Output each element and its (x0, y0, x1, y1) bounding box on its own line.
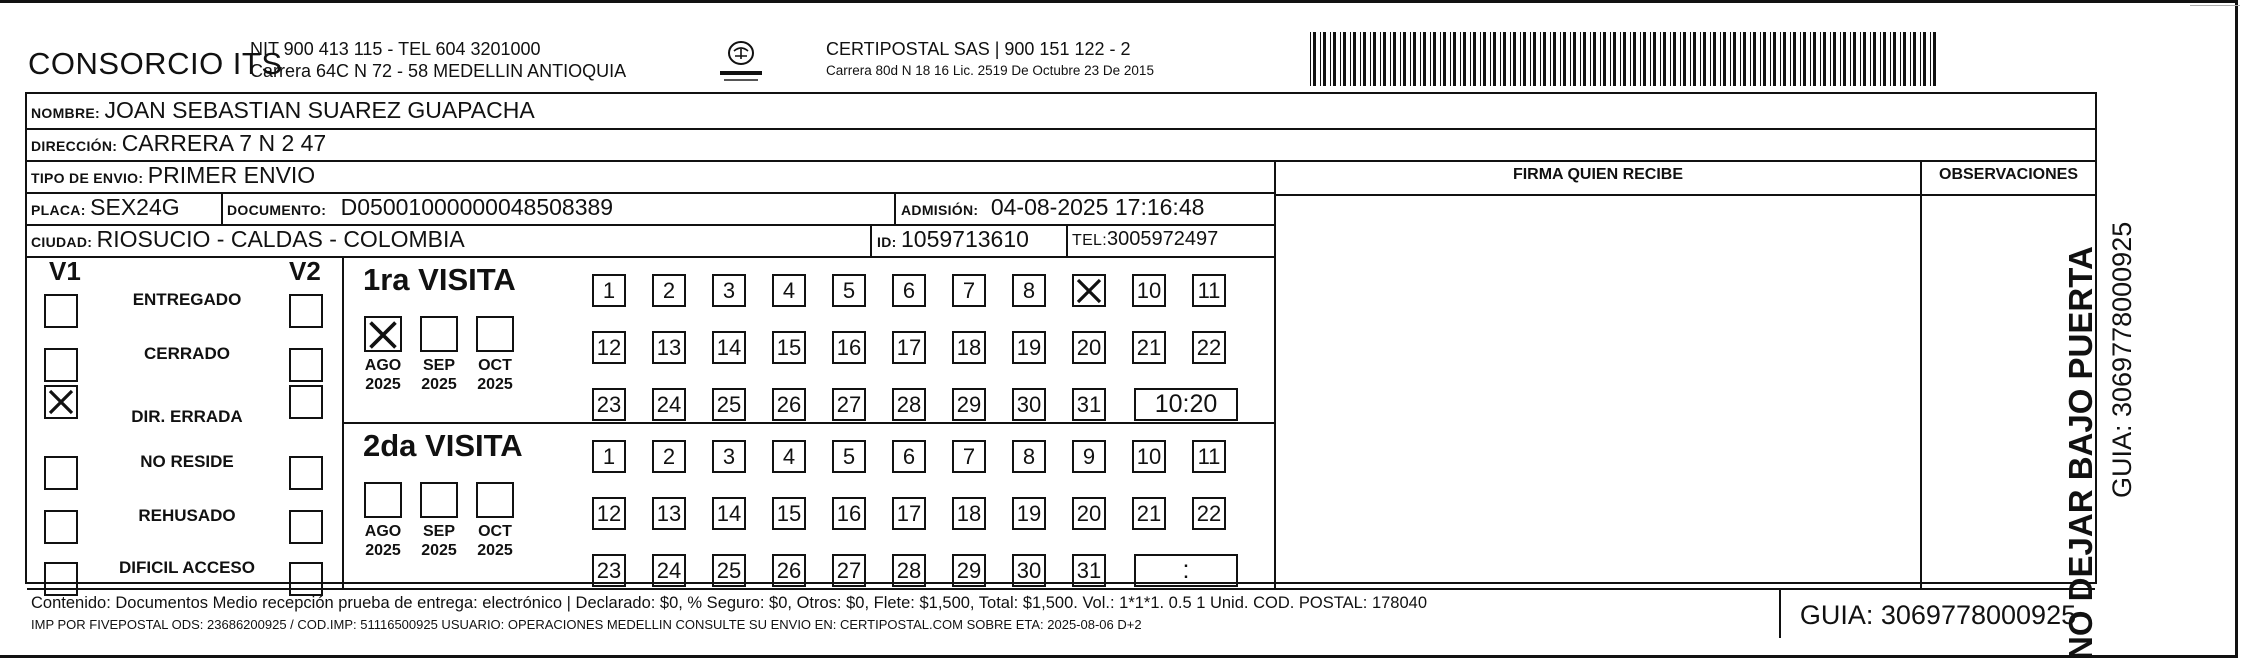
tel-value: 3005972497 (1107, 228, 1219, 250)
barcode-bar (1793, 32, 1796, 86)
barcode-bar (1730, 32, 1731, 86)
day-box[interactable]: 30 (1012, 554, 1046, 587)
barcode-bar (1543, 32, 1546, 86)
barcode-bar (1443, 32, 1446, 86)
day-box[interactable]: 23 (592, 554, 626, 587)
month-checkbox[interactable] (476, 482, 514, 518)
barcode-bar (1610, 32, 1611, 86)
day-box[interactable]: 9 (1072, 440, 1106, 473)
barcode-bar (1590, 32, 1591, 86)
visit-divider (342, 422, 1274, 424)
barcode-bar (1353, 32, 1356, 86)
barcode-bar (1510, 32, 1511, 86)
day-box[interactable]: 18 (952, 497, 986, 530)
barcode-bar (1723, 32, 1726, 86)
barcode-bar (1853, 32, 1856, 86)
company-nit: NIT 900 413 115 - TEL 604 3201000 (250, 39, 541, 59)
day-box[interactable]: 1 (592, 440, 626, 473)
barcode-bar (1340, 32, 1341, 86)
status-reason-label: CERRADO (144, 344, 230, 363)
barcode-bar (1573, 32, 1576, 86)
day-box[interactable]: 19 (1012, 497, 1046, 530)
day-box[interactable]: 25 (712, 554, 746, 587)
month-name: SEP (422, 357, 455, 374)
barcode (1310, 32, 1940, 86)
barcode-bar (1583, 32, 1586, 86)
barcode-bar (1883, 32, 1886, 86)
company-address: Carrera 64C N 72 - 58 MEDELLIN ANTIOQUIA (250, 61, 627, 81)
month-year: 2025 (477, 542, 513, 559)
day-box[interactable]: 13 (652, 331, 686, 364)
barcode-bar (1493, 32, 1496, 86)
barcode-bar (1873, 32, 1876, 86)
barcode-bar (1520, 32, 1521, 86)
barcode-bar (1743, 32, 1746, 86)
barcode-bar (1810, 32, 1811, 86)
barcode-bar (1513, 32, 1516, 86)
v2-header: V2 (289, 256, 321, 286)
barcode-bar (1470, 32, 1471, 86)
barcode-bar (1843, 32, 1846, 86)
checkmark-x-icon (46, 387, 76, 417)
col-divider (1274, 160, 1276, 588)
month-name: OCT (478, 357, 512, 374)
barcode-bar (1800, 32, 1801, 86)
barcode-bar (1733, 32, 1736, 86)
ciudad-cell (31, 226, 465, 253)
month-name: AGO (364, 523, 402, 540)
barcode-bar (1550, 32, 1551, 86)
v1-checkbox[interactable] (44, 348, 78, 382)
v2-checkbox[interactable] (289, 385, 323, 419)
tipo-row (31, 162, 315, 189)
visit-time-field[interactable]: 10:20 (1134, 388, 1238, 421)
barcode-bar (1463, 32, 1466, 86)
day-box[interactable]: 21 (1132, 497, 1166, 530)
ciudad-label: CIUDAD: (31, 234, 93, 250)
day-box[interactable]: 24 (652, 388, 686, 421)
nombre-label: NOMBRE: (31, 105, 100, 121)
barcode-bar (1930, 32, 1931, 86)
day-box[interactable]: 24 (652, 554, 686, 587)
barcode-bar (1900, 32, 1901, 86)
status-reason-label: DIFICIL ACCESO (118, 558, 255, 577)
day-box[interactable]: 14 (712, 331, 746, 364)
barcode-bar (1880, 32, 1881, 86)
barcode-bar (1390, 32, 1391, 86)
documento-cell (227, 194, 613, 221)
day-box[interactable]: 30 (1012, 388, 1046, 421)
month-checkbox[interactable] (420, 316, 458, 352)
shipment-table (25, 92, 2097, 632)
barcode-bar (1703, 32, 1706, 86)
day-box[interactable]: 20 (1072, 331, 1106, 364)
v1-checkbox[interactable] (44, 294, 78, 328)
col-divider (894, 192, 896, 224)
barcode-bar (1570, 32, 1571, 86)
row-divider (27, 160, 2095, 162)
placa-value: SEX24G (90, 194, 180, 220)
barcode-bar (1833, 32, 1836, 86)
barcode-bar (1600, 32, 1601, 86)
day-box[interactable]: 16 (832, 497, 866, 530)
barcode-bar (1310, 32, 1311, 86)
day-box[interactable]: 28 (892, 388, 926, 421)
barcode-bar (1660, 32, 1661, 86)
footer-content: Contenido: Documentos Medio recepción prueba de entrega: electrónico | Declarado: $0, % Seguro: $0, Otros: $0, Flete: $1,500, Total: $1,500. Vol.: 1*1*1. 0.5 1 Unid. COD. POSTAL: 178040 (31, 594, 1428, 612)
month-label (411, 356, 467, 394)
side-guia: GUIA: 3069778000925 (2107, 221, 2137, 498)
barcode-bar (1640, 32, 1641, 86)
v1-checkbox[interactable] (44, 510, 78, 544)
day-box[interactable]: 3 (712, 274, 746, 307)
day-box[interactable]: 15 (772, 331, 806, 364)
certipostal-logo-icon (712, 35, 770, 91)
barcode-bar (1330, 32, 1331, 86)
company-name: CONSORCIO ITS (28, 46, 283, 81)
v1-checkbox[interactable] (44, 562, 78, 596)
barcode-bar (1403, 32, 1406, 86)
placa-cell (31, 194, 180, 221)
barcode-bar (1653, 32, 1656, 86)
day-box[interactable]: 11 (1192, 274, 1226, 307)
barcode-bar (1333, 32, 1336, 86)
v2-checkbox[interactable] (289, 510, 323, 544)
barcode-bar (1313, 32, 1316, 86)
barcode-bar (1420, 32, 1421, 86)
day-box[interactable]: 11 (1192, 440, 1226, 473)
barcode-bar (1393, 32, 1396, 86)
nombre-row (31, 97, 535, 124)
barcode-bar (1690, 32, 1691, 86)
tipo-label: TIPO DE ENVIO: (31, 170, 144, 186)
barcode-bar (1813, 32, 1816, 86)
barcode-bar (1920, 32, 1921, 86)
barcode-bar (1383, 32, 1386, 86)
barcode-bar (1413, 32, 1416, 86)
day-box[interactable] (1072, 274, 1106, 307)
barcode-bar (1740, 32, 1741, 86)
month-year: 2025 (421, 542, 457, 559)
day-box[interactable]: 31 (1072, 388, 1106, 421)
v2-checkbox[interactable] (289, 348, 323, 382)
v1-header: V1 (49, 256, 81, 286)
day-box[interactable]: 26 (772, 554, 806, 587)
barcode-bar (1710, 32, 1711, 86)
admision-label: ADMISIÓN: (901, 202, 979, 218)
barcode-bar (1410, 32, 1411, 86)
day-box[interactable]: 7 (952, 274, 986, 307)
visit-title: 1ra VISITA (363, 262, 516, 297)
day-box[interactable]: 20 (1072, 497, 1106, 530)
barcode-bar (1840, 32, 1841, 86)
day-box[interactable]: 6 (892, 440, 926, 473)
barcode-bar (1683, 32, 1686, 86)
barcode-bar (1450, 32, 1451, 86)
day-box[interactable]: 7 (952, 440, 986, 473)
day-box[interactable]: 22 (1192, 497, 1226, 530)
nombre-value: JOAN SEBASTIAN SUAREZ GUAPACHA (104, 97, 535, 123)
day-box[interactable]: 31 (1072, 554, 1106, 587)
placa-label: PLACA: (31, 202, 86, 218)
barcode-bar (1370, 32, 1371, 86)
day-box[interactable]: 2 (652, 274, 686, 307)
observaciones-header: OBSERVACIONES (1939, 166, 2078, 183)
courier-info (826, 38, 1154, 82)
row-divider (27, 256, 1274, 258)
day-box[interactable]: 12 (592, 497, 626, 530)
day-box[interactable]: 3 (712, 440, 746, 473)
v1-checkbox[interactable] (44, 456, 78, 490)
v2-checkbox[interactable] (289, 562, 323, 596)
col-divider (342, 256, 344, 588)
barcode-bar (1933, 32, 1936, 86)
month-name: SEP (422, 523, 455, 540)
v2-checkbox[interactable] (289, 456, 323, 490)
courier-name: CERTIPOSTAL SAS | 900 151 122 - 2 (826, 39, 1131, 59)
checkmark-x-icon (366, 318, 400, 352)
day-box[interactable]: 17 (892, 331, 926, 364)
documento-label: DOCUMENTO: (227, 202, 327, 218)
v2-checkbox[interactable] (289, 294, 323, 328)
month-label (355, 522, 411, 560)
barcode-bar (1650, 32, 1651, 86)
month-year: 2025 (365, 376, 401, 393)
barcode-bar (1360, 32, 1361, 86)
day-box[interactable]: 22 (1192, 331, 1226, 364)
day-box[interactable]: 29 (952, 388, 986, 421)
day-box[interactable]: 28 (892, 554, 926, 587)
barcode-bar (1473, 32, 1476, 86)
direccion-value: CARRERA 7 N 2 47 (121, 130, 327, 156)
day-box[interactable]: 18 (952, 331, 986, 364)
month-label (467, 356, 523, 394)
barcode-bar (1373, 32, 1376, 86)
id-cell (877, 226, 1029, 253)
barcode-bar (1343, 32, 1346, 86)
col-divider (1066, 224, 1068, 256)
month-name: OCT (478, 523, 512, 540)
barcode-bar (1903, 32, 1906, 86)
company-info (250, 38, 626, 82)
barcode-bar (1633, 32, 1636, 86)
barcode-bar (1533, 32, 1536, 86)
barcode-bar (1613, 32, 1616, 86)
month-checkbox[interactable] (420, 482, 458, 518)
barcode-bar (1553, 32, 1556, 86)
barcode-bar (1380, 32, 1381, 86)
barcode-bar (1863, 32, 1866, 86)
barcode-bar (1770, 32, 1771, 86)
barcode-bar (1620, 32, 1621, 86)
visit-title: 2da VISITA (363, 428, 523, 463)
barcode-bar (1790, 32, 1791, 86)
tel-cell (1072, 228, 1218, 251)
barcode-bar (1323, 32, 1326, 86)
barcode-bar (1480, 32, 1481, 86)
day-box[interactable]: 27 (832, 388, 866, 421)
barcode-bar (1363, 32, 1366, 86)
day-box[interactable]: 14 (712, 497, 746, 530)
day-box[interactable]: 17 (892, 497, 926, 530)
barcode-bar (1910, 32, 1911, 86)
status-reason-label: REHUSADO (138, 506, 236, 525)
day-box[interactable]: 1 (592, 274, 626, 307)
col-divider (221, 192, 223, 224)
barcode-bar (1430, 32, 1431, 86)
day-box[interactable]: 4 (772, 440, 806, 473)
checkmark-x-icon (1074, 276, 1104, 306)
documento-value: D05001000000048508389 (340, 194, 614, 220)
col-divider (870, 224, 872, 256)
barcode-bar (1713, 32, 1716, 86)
barcode-bar (1820, 32, 1821, 86)
row-divider (1274, 194, 2095, 196)
month-year: 2025 (477, 376, 513, 393)
month-checkbox[interactable] (364, 316, 402, 352)
barcode-bar (1860, 32, 1861, 86)
month-year: 2025 (421, 376, 457, 393)
day-box[interactable]: 15 (772, 497, 806, 530)
day-box[interactable]: 16 (832, 331, 866, 364)
day-box[interactable]: 27 (832, 554, 866, 587)
direccion-row (31, 130, 326, 157)
barcode-bar (1500, 32, 1501, 86)
day-box[interactable]: 8 (1012, 274, 1046, 307)
barcode-bar (1680, 32, 1681, 86)
barcode-bar (1780, 32, 1781, 86)
month-checkbox[interactable] (364, 482, 402, 518)
month-year: 2025 (365, 542, 401, 559)
barcode-bar (1663, 32, 1666, 86)
tel-label: TEL: (1072, 232, 1107, 249)
barcode-bar (1763, 32, 1766, 86)
barcode-bar (1540, 32, 1541, 86)
month-label (355, 356, 411, 394)
footer-print-info: IMP POR FIVEPOSTAL ODS: 23686200925 / COD.IMP: 51116500925 USUARIO: OPERACIONES MEDELLIN CONSULTE SU ENVIO EN: CERTIPOSTAL.COM SOBRE ETA: 2025-08-06 D+2 (31, 617, 1142, 632)
admision-value: 04-08-2025 17:16:48 (990, 194, 1205, 220)
barcode-bar (1803, 32, 1806, 86)
barcode-bar (1460, 32, 1461, 86)
barcode-bar (1750, 32, 1751, 86)
barcode-bar (1890, 32, 1891, 86)
barcode-bar (1823, 32, 1826, 86)
col-divider (1920, 160, 1922, 588)
month-checkbox[interactable] (476, 316, 514, 352)
month-label (411, 522, 467, 560)
day-box[interactable]: 23 (592, 388, 626, 421)
row-divider (27, 588, 2095, 590)
day-box[interactable]: 13 (652, 497, 686, 530)
status-reason-label: ENTREGADO (132, 290, 242, 309)
day-box[interactable]: 10 (1132, 274, 1166, 307)
barcode-bar (1623, 32, 1626, 86)
barcode-bar (1893, 32, 1896, 86)
admision-cell (901, 194, 1204, 221)
barcode-bar (1580, 32, 1581, 86)
barcode-bar (1563, 32, 1566, 86)
barcode-bar (1490, 32, 1491, 86)
barcode-bar (1923, 32, 1926, 86)
barcode-bar (1913, 32, 1916, 86)
status-reason-label: DIR. ERRADA (131, 407, 243, 426)
day-box[interactable]: 8 (1012, 440, 1046, 473)
barcode-bar (1423, 32, 1426, 86)
direccion-label: DIRECCIÓN: (31, 138, 118, 154)
barcode-bar (1643, 32, 1646, 86)
ciudad-value: RIOSUCIO - CALDAS - COLOMBIA (96, 226, 465, 252)
day-box[interactable]: 5 (832, 274, 866, 307)
courier-address: Carrera 80d N 18 16 Lic. 2519 De Octubre 23 De 2015 (826, 63, 1154, 78)
tipo-value: PRIMER ENVIO (147, 162, 316, 188)
day-box[interactable]: 19 (1012, 331, 1046, 364)
status-reason-label: NO RESIDE (140, 452, 234, 471)
barcode-bar (1693, 32, 1696, 86)
barcode-bar (1503, 32, 1506, 86)
row-divider (27, 128, 2095, 130)
month-label (467, 522, 523, 560)
day-box[interactable]: 21 (1132, 331, 1166, 364)
barcode-bar (1753, 32, 1756, 86)
barcode-bar (1700, 32, 1701, 86)
barcode-bar (1783, 32, 1786, 86)
barcode-bar (1440, 32, 1441, 86)
firma-header: FIRMA QUIEN RECIBE (1512, 166, 1684, 183)
month-name: AGO (364, 357, 402, 374)
barcode-bar (1670, 32, 1671, 86)
barcode-bar (1483, 32, 1486, 86)
day-box[interactable]: 4 (772, 274, 806, 307)
barcode-bar (1673, 32, 1676, 86)
barcode-bar (1593, 32, 1596, 86)
day-box[interactable]: 2 (652, 440, 686, 473)
barcode-bar (1433, 32, 1436, 86)
barcode-bar (1560, 32, 1561, 86)
day-box[interactable]: 29 (952, 554, 986, 587)
barcode-bar (1870, 32, 1871, 86)
barcode-bar (1720, 32, 1721, 86)
barcode-bar (1830, 32, 1831, 86)
barcode-bar (1773, 32, 1776, 86)
footer-guia: GUIA: 3069778000925 (1799, 600, 2077, 630)
id-value: 1059713610 (901, 226, 1029, 252)
cut-line (2190, 5, 2240, 6)
barcode-bar (1350, 32, 1351, 86)
barcode-bar (1453, 32, 1456, 86)
barcode-bar (1523, 32, 1526, 86)
barcode-bar (1400, 32, 1401, 86)
visit-time-field[interactable]: : (1134, 554, 1238, 587)
barcode-bar (1630, 32, 1631, 86)
id-label: ID: (877, 234, 897, 250)
barcode-bar (1603, 32, 1606, 86)
day-box[interactable]: 26 (772, 388, 806, 421)
day-box[interactable]: 10 (1132, 440, 1166, 473)
barcode-bar (1850, 32, 1851, 86)
day-box[interactable]: 25 (712, 388, 746, 421)
side-warning: NO DEJAR BAJO PUERTA (2062, 246, 2099, 660)
day-box[interactable]: 12 (592, 331, 626, 364)
barcode-bar (1760, 32, 1761, 86)
day-box[interactable]: 5 (832, 440, 866, 473)
barcode-bar (1530, 32, 1531, 86)
day-box[interactable]: 6 (892, 274, 926, 307)
barcode-bar (1320, 32, 1321, 86)
v1-checkbox[interactable] (44, 385, 78, 419)
